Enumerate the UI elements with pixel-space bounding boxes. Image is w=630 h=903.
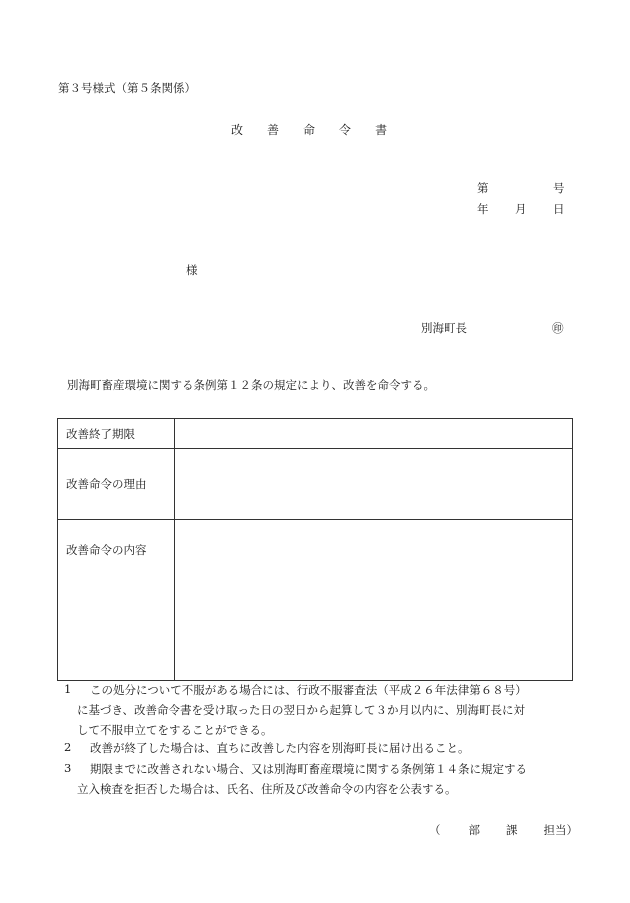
- table-row: [58, 449, 573, 520]
- date-year: 年: [477, 202, 489, 216]
- note-line: 改善が終了した場合は、直ちに改善した内容を別海町長に届け出ること。: [90, 741, 470, 755]
- document-title: [231, 121, 411, 138]
- deadline-label: 改善終了期限: [58, 419, 175, 449]
- dept-open-paren: （: [429, 823, 441, 837]
- table-row: [58, 520, 573, 681]
- note-number: 1: [64, 682, 72, 696]
- charge-label: 担当）: [543, 823, 578, 837]
- reason-label: 改善命令の理由: [58, 449, 175, 520]
- body-statement: 別海町畜産環境に関する条例第１２条の規定により、改善を命令する。: [67, 378, 435, 392]
- note-line: して不服申立てをすることができる。: [77, 723, 273, 737]
- note-line: この処分について不服がある場合には、行政不服審査法（平成２６年法律第６８号）: [90, 683, 527, 697]
- order-details-table: [57, 418, 573, 681]
- section-label: 課: [506, 823, 518, 837]
- title-char: 善: [267, 123, 280, 137]
- date-month: 月: [515, 202, 527, 216]
- content-field[interactable]: [175, 520, 573, 681]
- addressee-honorific: 様: [186, 263, 198, 277]
- note-number: 2: [64, 740, 72, 754]
- title-char: 令: [339, 123, 352, 137]
- note-line: 立入検査を拒否した場合は、氏名、住所及び改善命令の内容を公表する。: [77, 782, 457, 796]
- title-char: 書: [375, 123, 388, 137]
- form-number: 第３号様式（第５条関係）: [58, 81, 196, 95]
- department-in-charge: [429, 822, 578, 838]
- note-number: 3: [64, 761, 72, 775]
- date-day: 日: [553, 202, 565, 216]
- issuer-title: 別海町長: [421, 321, 467, 335]
- note-line: に基づき、改善命令書を受け取った日の翌日から起算して３か月以内に、別海町長に対: [77, 703, 526, 717]
- seal-mark: ㊞: [552, 321, 564, 335]
- table-row: [58, 419, 573, 449]
- deadline-field[interactable]: [175, 419, 573, 449]
- title-char: 命: [303, 123, 316, 137]
- title-char: 改: [231, 123, 244, 137]
- note-line: 期限までに改善されない場合、又は別海町畜産環境に関する条例第１４条に規定する: [90, 762, 527, 776]
- document-number-prefix: 第: [477, 181, 489, 195]
- document-number-suffix: 号: [553, 181, 565, 195]
- dept-label: 部: [468, 823, 480, 837]
- content-label: 改善命令の内容: [58, 520, 175, 681]
- reason-field[interactable]: [175, 449, 573, 520]
